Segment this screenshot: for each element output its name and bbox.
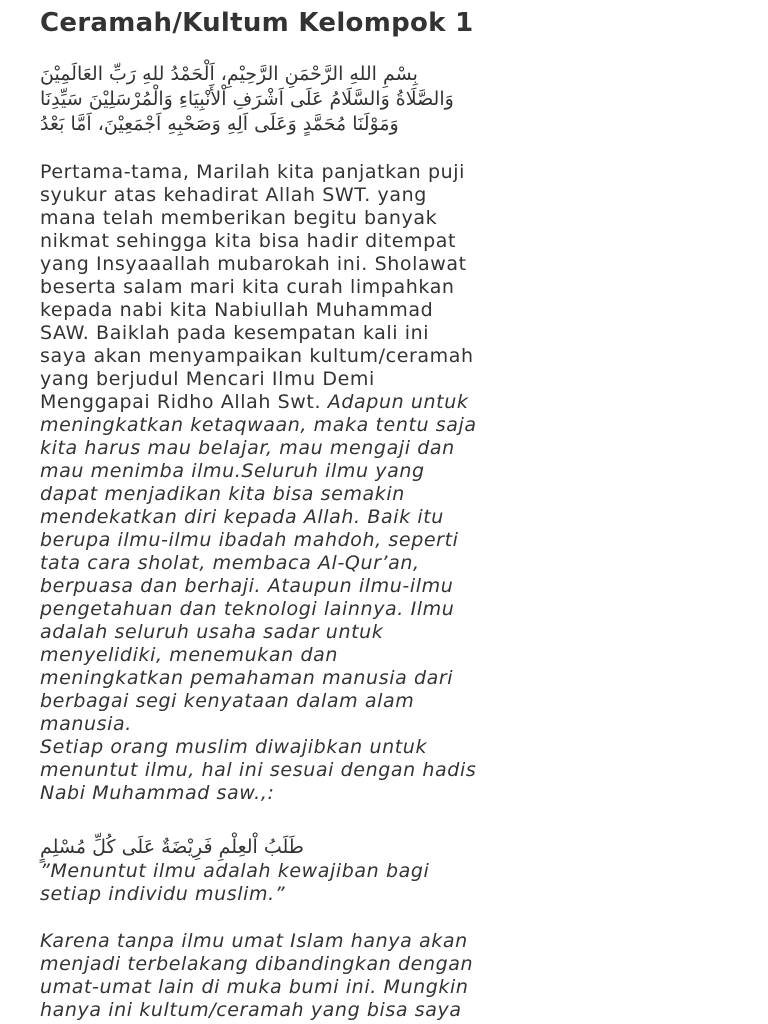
text-line: yang Insyaaallah mubarokah ini. Sholawat bbox=[40, 253, 467, 275]
text-line-mixed bbox=[40, 391, 728, 414]
text-line: umat-umat lain di muka bumi ini. Mungkin bbox=[40, 976, 469, 998]
text-line: beserta salam mari kita curah limpahkan bbox=[40, 276, 455, 298]
arabic-line: بِسْمِ اللهِ الرَّحْمَنِ الرَّحِيْمِ، اَلْحَمْدُ للهِ رَبِّ العَالَمِيْنَ bbox=[40, 63, 418, 85]
text-line: meningkatkan ketaqwaan, maka tentu saja bbox=[40, 414, 477, 436]
text-line: saya akan menyampaikan kultum/ceramah bbox=[40, 345, 474, 367]
text-line: dapat menjadikan kita bisa semakin bbox=[40, 483, 405, 505]
text-line: kepada nabi kita Nabiullah Muhammad bbox=[40, 299, 434, 321]
text-line: setiap individu muslim.” bbox=[40, 883, 286, 905]
text-line: SAW. Baiklah pada kesempatan kali ini bbox=[40, 322, 430, 344]
text-italic: Adapun untuk bbox=[327, 391, 469, 413]
text-line: Nabi Muhammad saw.,: bbox=[40, 782, 275, 804]
paragraph-ilmu bbox=[40, 414, 728, 805]
text-line: pengetahuan dan teknologi lainnya. Ilmu bbox=[40, 598, 455, 620]
text-line: mau menimba ilmu.Seluruh ilmu yang bbox=[40, 460, 425, 482]
text-line: ”Menuntut ilmu adalah kewajiban bagi bbox=[40, 860, 430, 882]
text-line: berupa ilmu-ilmu ibadah mahdoh, seperti bbox=[40, 529, 459, 551]
arabic-opening bbox=[40, 62, 728, 137]
text-line: yang berjudul Mencari Ilmu Demi bbox=[40, 368, 375, 390]
arabic-line: وَمَوْلَنَا مُحَمَّدٍ وَعَلَى اَلِهِ وَصَحْبِهِ اَجْمَعِيْنَ، اَمَّا بَعْدُ bbox=[40, 113, 399, 135]
text-line: berbagai segi kenyataan dalam alam bbox=[40, 690, 415, 712]
text-line: menuntut ilmu, hal ini sesuai dengan hadis bbox=[40, 759, 477, 781]
text-line: kita harus mau belajar, mau mengaji dan bbox=[40, 437, 455, 459]
text-line: mana telah memberikan begitu banyak bbox=[40, 207, 438, 229]
paragraph-closing bbox=[40, 930, 728, 1022]
arabic-line: وَالصَّلَاةُ وَالسَّلَامُ عَلَى اَشْرَفِ اْلأَنْبِيَاءِ وَالْمُرْسَلِيْنَ سَيِّدِنَا bbox=[40, 88, 454, 110]
text-line: tata cara sholat, membaca Al-Qur’an, bbox=[40, 552, 420, 574]
text-line: manusia. bbox=[40, 713, 132, 735]
text-line: mendekatkan diri kepada Allah. Baik itu bbox=[40, 506, 444, 528]
text-line: Karena tanpa ilmu umat Islam hanya akan bbox=[40, 930, 468, 952]
text-line: menjadi terbelakang dibandingkan dengan bbox=[40, 953, 474, 975]
text-line: Setiap orang muslim diwajibkan untuk bbox=[40, 736, 428, 758]
text-line: hanya ini kultum/ceramah yang bisa saya bbox=[40, 999, 462, 1021]
text-line: Pertama-tama, Marilah kita panjatkan puji bbox=[40, 161, 466, 183]
text-line: berpuasa dan berhaji. Ataupun ilmu-ilmu bbox=[40, 575, 454, 597]
paragraph-opening bbox=[40, 161, 728, 414]
text-line: syukur atas kehadirat Allah SWT. yang bbox=[40, 184, 427, 206]
text-normal: Menggapai Ridho Allah Swt. bbox=[40, 391, 328, 413]
text-line: meningkatkan pemahaman manusia dari bbox=[40, 667, 454, 689]
document-title: Ceramah/Kultum Kelompok 1 bbox=[40, 8, 474, 38]
text-line: menyelidiki, menemukan dan bbox=[40, 644, 338, 666]
text-line: adalah seluruh usaha sadar untuk bbox=[40, 621, 384, 643]
text-line: nikmat sehingga kita bisa hadir ditempat bbox=[40, 230, 457, 252]
arabic-hadith: طَلَبُ اْلعِلْمِ فَرِيْضَةٌ عَلَى كُلِّ مُسْلِمٍ bbox=[40, 836, 304, 858]
hadith-translation bbox=[40, 860, 728, 906]
